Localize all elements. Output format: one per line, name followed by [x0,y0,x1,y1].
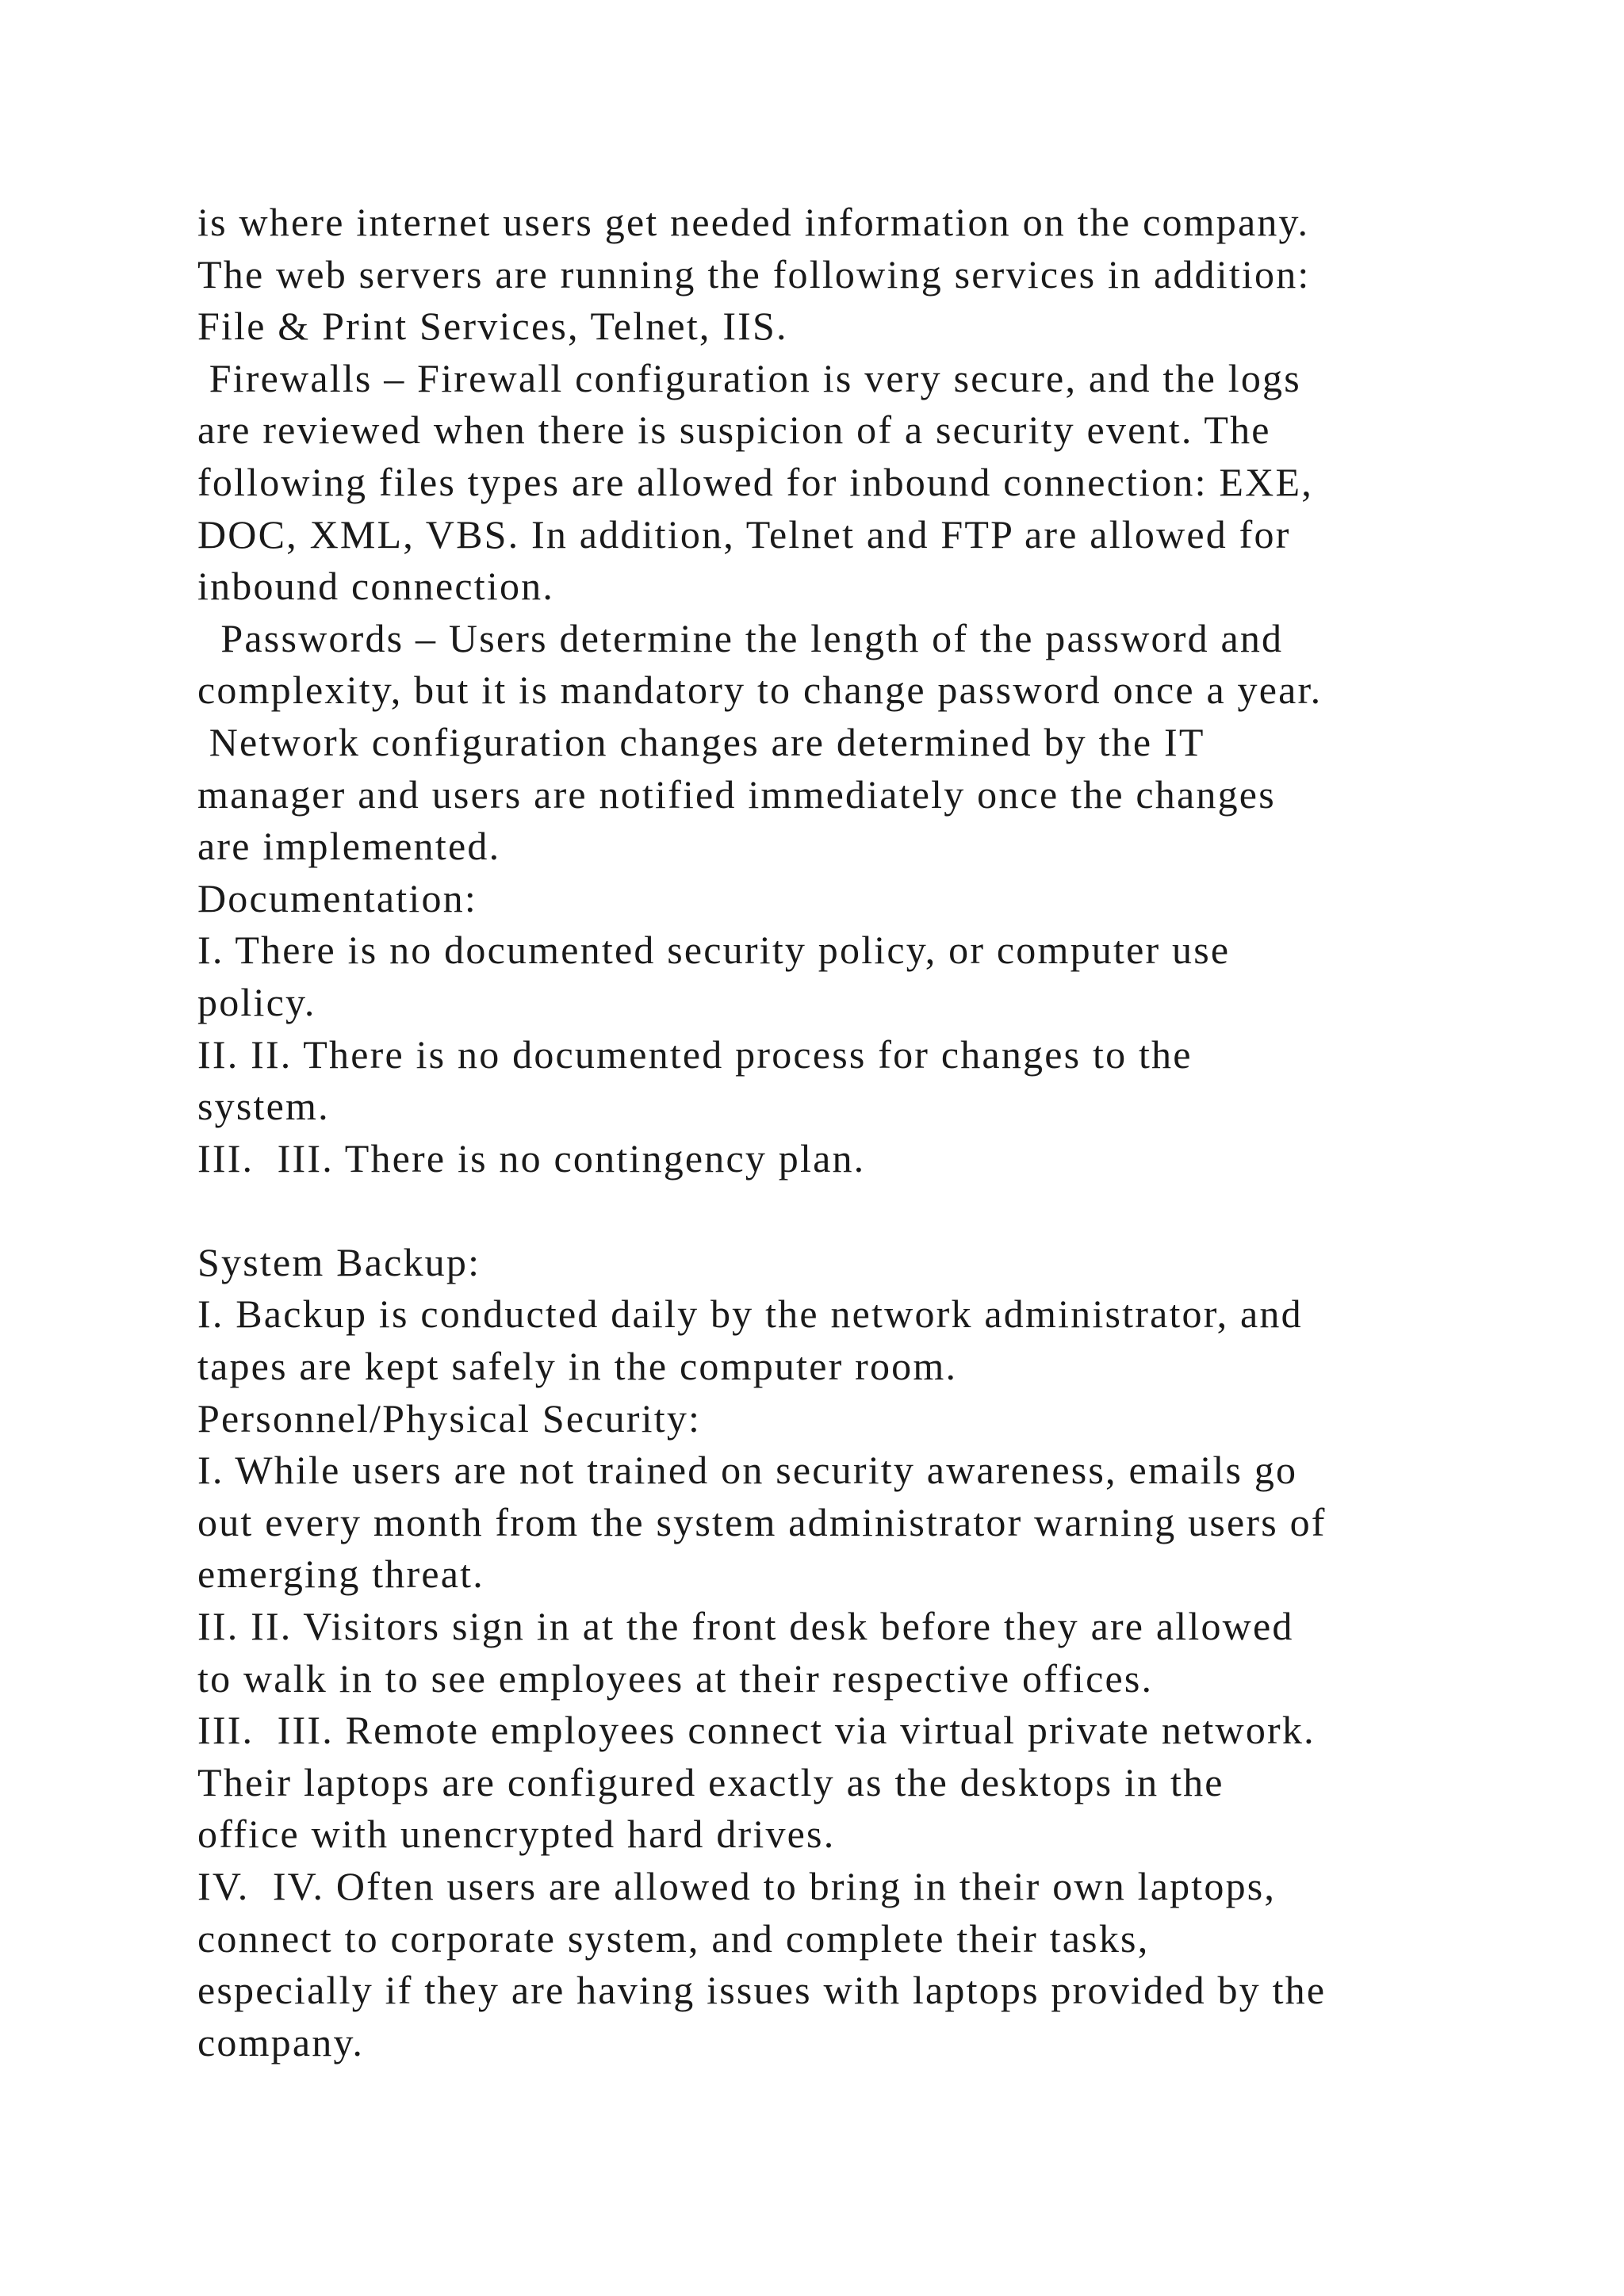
text-line: Firewalls – Firewall configuration is very secure, and the logs [197,355,1301,400]
section-heading-system-backup: System Backup: [197,1239,481,1284]
text-line: are reviewed when there is suspicion of a security event. The [197,408,1271,453]
section-heading-documentation: Documentation: [197,875,477,920]
text-line: to walk in to see employees at their respective offices. [197,1655,1154,1701]
text-line: company. [197,2019,365,2064]
text-line: tapes are kept safely in the computer room. [197,1344,958,1389]
text-line: inbound connection. [197,564,555,609]
list-item: II. II. There is no documented process for changes to the [197,1031,1193,1077]
list-item: III. III. Remote employees connect via virtual private network. [197,1708,1316,1753]
list-item: III. III. There is no contingency plan. [197,1135,866,1181]
list-item: IV. IV. Often users are allowed to bring in their own laptops, [197,1864,1277,1908]
text-line: policy. [197,979,316,1024]
text-line: Passwords – Users determine the length of the password and [197,615,1284,660]
text-line: The web servers are running the following services in addition: [197,251,1311,297]
text-line: office with unencrypted hard drives. [197,1812,836,1857]
text-line: manager and users are notified immediately once the changes [197,771,1276,817]
section-heading-personnel-physical-security: Personnel/Physical Security: [197,1395,702,1441]
text-line: out every month from the system administrator warning users of [197,1499,1327,1544]
text-line: complexity, but it is mandatory to change password once a year. [197,668,1323,713]
text-line: Network configuration changes are determined by the IT [197,719,1205,764]
blank-line [197,1184,1545,1237]
text-line: are implemented. [197,824,501,869]
text-line: system. [197,1084,330,1129]
document-body [197,197,1545,2068]
text-line: Their laptops are configured exactly as the desktops in the [197,1759,1224,1804]
list-item: II. II. Visitors sign in at the front desk before they are allowed [197,1604,1294,1649]
text-line: connect to corporate system, and complete their tasks, [197,1915,1150,1961]
text-line: especially if they are having issues with laptops provided by the [197,1968,1327,2013]
list-item: I. While users are not trained on security awareness, emails go [197,1448,1298,1493]
text-line: is where internet users get needed information on the company. [197,200,1310,244]
text-line: emerging threat. [197,1552,485,1597]
text-line: following files types are allowed for inbound connection: EXE, [197,459,1313,504]
text-line: DOC, XML, VBS. In addition, Telnet and FTP are allowed for [197,511,1291,557]
list-item: I. There is no documented security policy, or computer use [197,928,1231,973]
text-line: File & Print Services, Telnet, IIS. [197,304,788,349]
list-item: I. Backup is conducted daily by the network administrator, and [197,1292,1303,1337]
